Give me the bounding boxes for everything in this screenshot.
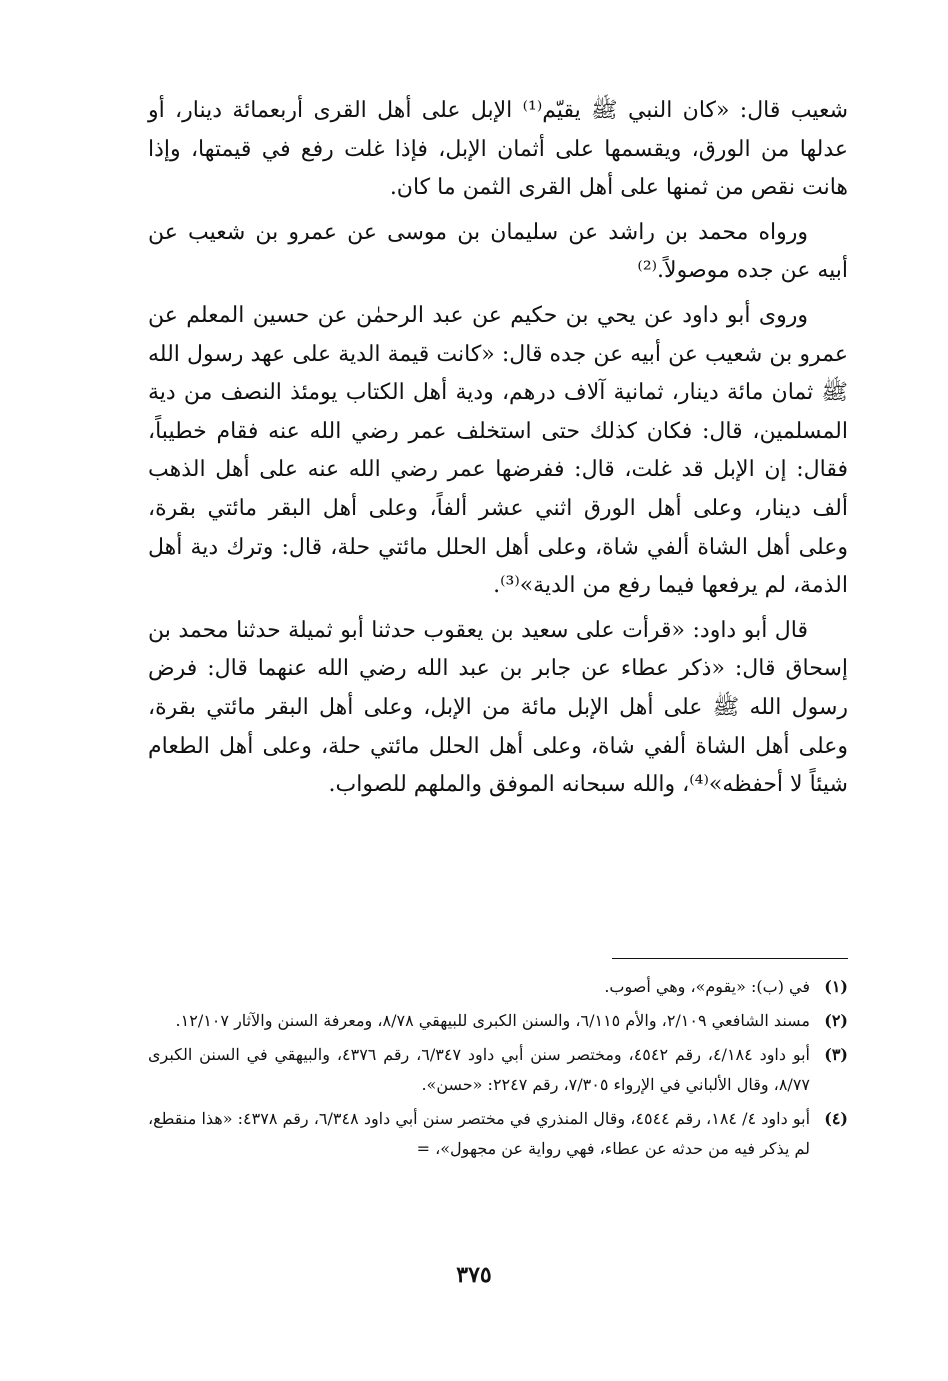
footnotes <box>148 972 848 1168</box>
footnote-1 <box>148 972 848 1002</box>
page-number: ٣٧٥ <box>456 1262 492 1288</box>
paragraph-2: ورواه محمد بن راشد عن سليمان بن موسى عن عمرو بن شعيب عن أبيه عن جده موصولاً.⁽²⁾ <box>148 219 848 284</box>
footnote-text: أبو داود ٤/١٨٤، رقم ٤٥٤٢، ومختصر سنن أبي داود ٦/٣٤٧، رقم ٤٣٧٦، والبيهقي في السنن الكبرى ٨/٧٧، وقال الألباني في الإرواء ٧/٣٠٥، رقم ٢٢٤٧: «حسن». <box>148 1045 811 1094</box>
footnote-text: مسند الشافعي ٢/١٠٩، والأم ٦/١١٥، والسنن الكبرى للبيهقي ٨/٧٨، ومعرفة السنن والآثار ١٢/١٠٧. <box>175 1011 810 1030</box>
footnote-number: (٢) <box>824 1011 848 1030</box>
footnote-text: أبو داود ٤/ ١٨٤، رقم ٤٥٤٤، وقال المنذري في مختصر سنن أبي داود ٦/٣٤٨، رقم ٤٣٧٨: «هذا منقطع، لم يذكر فيه من حدثه عن عطاء، فهي رواية عن مجهول»، = <box>148 1109 811 1158</box>
paragraph-4: قال أبو داود: «قرأت على سعيد بن يعقوب حدثنا أبو ثميلة حدثنا محمد بن إسحاق قال: «ذكر عطاء عن جابر بن عبد الله رضي الله عنهما قال: فرض رسول الله ﷺ على أهل الإبل مائة من الإبل، وعلى أهل البقر مائتي بقرة، وعلى أهل الشاة ألفي شاة، وعلى أهل الحلل مائتي حلة، وعلى أهل الطعام شيئاً لا أحفظه»⁽⁴⁾، والله سبحانه الموفق والملهم للصواب. <box>148 617 848 798</box>
footnote-4 <box>148 1104 848 1164</box>
footnote-separator <box>612 958 848 959</box>
footnote-number: (١) <box>824 977 848 996</box>
footnote-2 <box>148 1006 848 1036</box>
footnote-number: (٣) <box>824 1045 848 1064</box>
footnote-number: (٤) <box>824 1109 848 1128</box>
footnote-3 <box>148 1040 848 1100</box>
footnote-text: في (ب): «يقوم»، وهي أصوب. <box>604 977 810 996</box>
paragraph-3: وروى أبو داود عن يحي بن حكيم عن عبد الرحمٰن عن حسين المعلم عن عمرو بن شعيب عن أبيه عن جده قال: «كانت قيمة الدية على عهد رسول الله ﷺ ثمان مائة دينار، ثمانية آلاف درهم، ودية أهل الكتاب يومئذ النصف من دية المسلمين، قال: فكان كذلك حتى استخلف عمر رضي الله عنه فقام خطيباً، فقال: إن الإبل قد غلت، قال: ففرضها عمر رضي الله عنه على أهل الذهب ألف دينار، وعلى أهل الورق اثني عشر ألفاً، وعلى أهل البقر مائتي بقرة، وعلى أهل الشاة ألفي شاة، وعلى أهل الحلل مائتي حلة، قال: وترك دية أهل الذمة، لم يرفعها فيما رفع من الدية»⁽³⁾. <box>148 302 848 599</box>
paragraph-1: شعيب قال: «كان النبي ﷺ يقيّم⁽¹⁾ الإبل على أهل القرى أربعمائة دينار، أو عدلها من الورق، ويقسمها على أثمان الإبل، فإذا غلت رفع في قيمتها، وإذا هانت نقص من ثمنها على أهل القرى الثمن ما كان. <box>148 98 848 201</box>
main-text <box>148 92 848 811</box>
